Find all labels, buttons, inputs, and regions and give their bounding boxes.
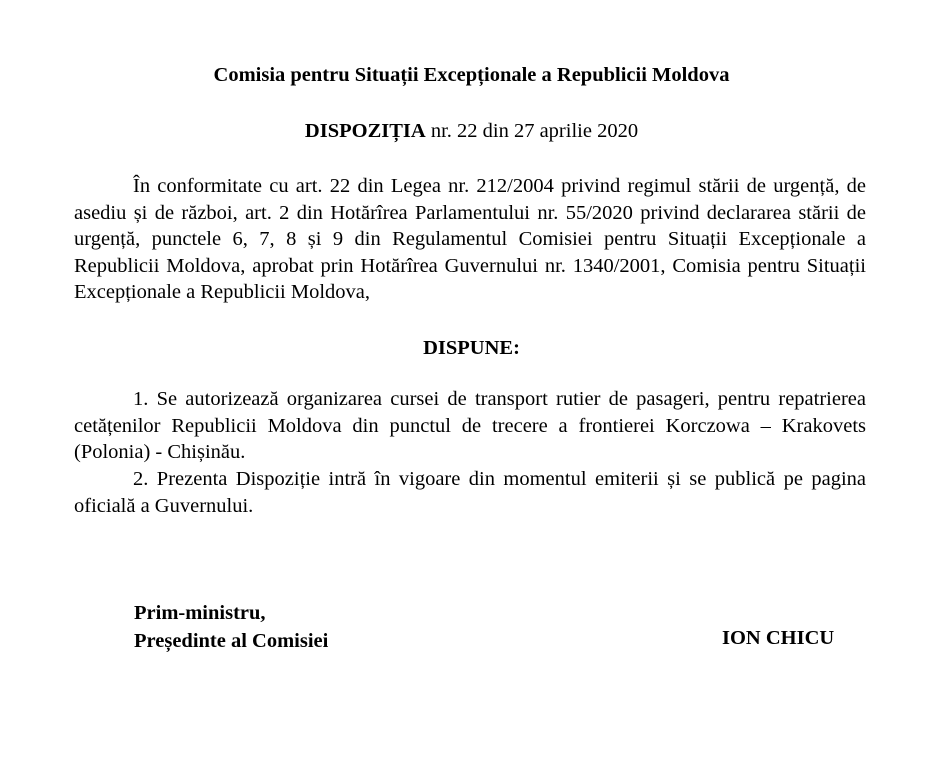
dispositive-item-1: 1. Se autorizează organizarea cursei de transport rutier de pasageri, pentru repatrierea cetățenilor Republicii Moldova din punctul de trecere a frontierei Korczowa – Krakovets (Polonia) - Chișinău. [74,388,866,463]
disposition-label: DISPOZIȚIA [304,120,426,142]
signatory-name: ION CHICU [722,627,835,649]
document-title: Comisia pentru Situații Excepționale a Republicii Moldova [213,64,730,86]
intro-paragraph: În conformitate cu art. 22 din Legea nr. 212/2004 privind regimul stării de urgență, de asediu și de război, art. 2 din Hotărîrea Parlamentului nr. 55/2020 privind declararea stării de urgență, punctele 6, 7, 8 și 9 din Regulamentul Comisiei pentru Situații Excepționale a Republicii Moldova, aprobat prin Hotărîrea Guvernului nr. 1340/2001, Comisia pentru Situații Excepționale a Republicii Moldova, [74,175,866,303]
signatory-role-line1: Prim-ministru, [134,602,266,624]
dispune-heading: DISPUNE: [423,337,520,359]
disposition-number: nr. 22 din 27 aprilie 2020 [425,120,639,142]
signatory-role [134,599,328,655]
disposition-heading [0,120,943,143]
signatory-role-line2: Președinte al Comisiei [134,630,329,652]
dispositive-item-2: 2. Prezenta Dispoziție intră în vigoare din momentul emiterii și se publică pe pagina oficială a Guvernului. [74,468,866,517]
